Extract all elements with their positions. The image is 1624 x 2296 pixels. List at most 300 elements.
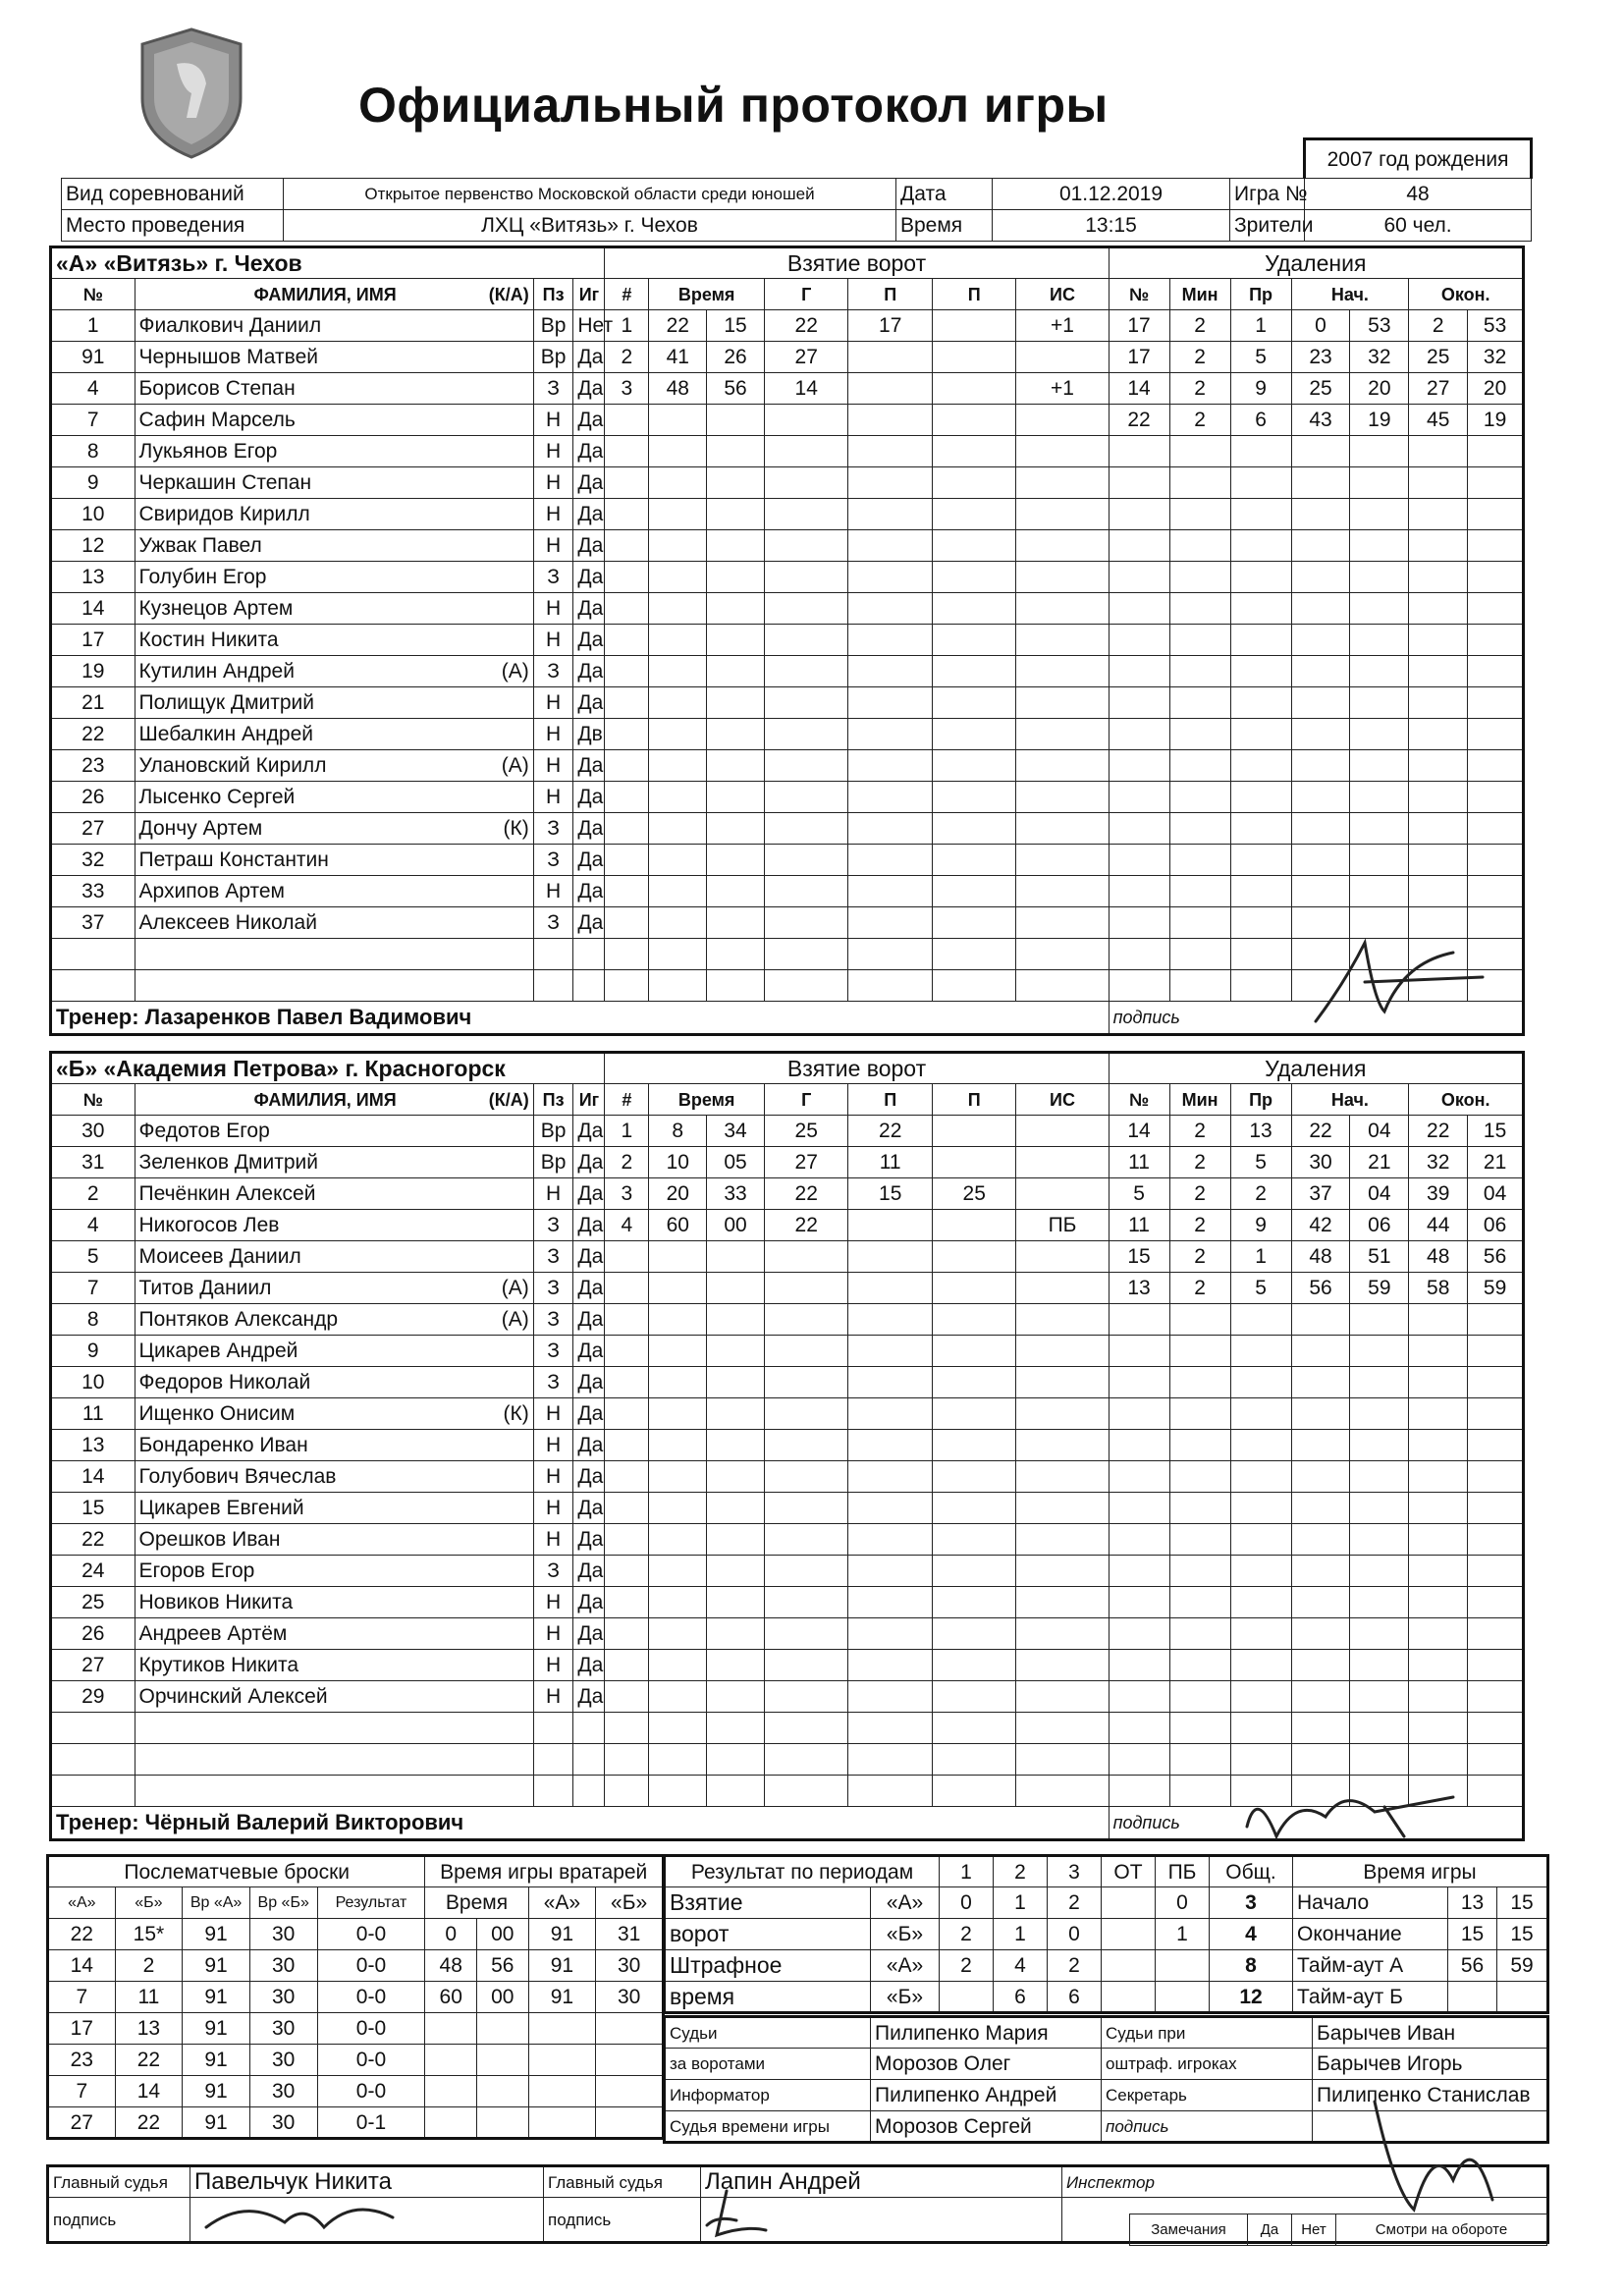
- shootout-cell: 0-1: [317, 2107, 425, 2139]
- penalty-cell: 56: [1291, 1273, 1350, 1304]
- penalty-cell: [1409, 1336, 1468, 1367]
- goal-cell: [1016, 625, 1109, 656]
- secretary: Пилипенко Станислав: [1313, 2080, 1548, 2111]
- penalty-cell: 37: [1291, 1178, 1350, 1210]
- date-label: Дата: [896, 179, 993, 210]
- period-value: [1156, 1982, 1210, 2013]
- shootout-cell: 91: [183, 2107, 250, 2139]
- game-number: 48: [1305, 179, 1532, 210]
- shootout-cell: 91: [183, 2076, 250, 2107]
- goal-cell: [932, 1241, 1016, 1273]
- player-played: Да: [573, 782, 605, 813]
- goal-cell: [764, 1273, 848, 1304]
- player-played: Да: [573, 845, 605, 876]
- penalty-cell: [1169, 1493, 1230, 1524]
- goal-cell: [605, 1618, 649, 1650]
- table-row: [51, 1461, 1524, 1493]
- chief1-label: Главный судья: [48, 2166, 190, 2198]
- goal-cell: 3: [605, 373, 649, 405]
- period-value: 12: [1210, 1982, 1293, 2013]
- penalty-cell: [1230, 1367, 1291, 1398]
- penalty-cell: [1169, 1713, 1230, 1744]
- player-played: Да: [573, 1493, 605, 1524]
- penalty-cell: [1291, 625, 1350, 656]
- penalty-cell: 15: [1109, 1241, 1169, 1273]
- goal-judge-a: Пилипенко Мария: [871, 2017, 1102, 2049]
- goal-cell: [605, 687, 649, 719]
- goal-cell: [932, 593, 1016, 625]
- player-number: [51, 1713, 135, 1744]
- penalty-cell: [1230, 1587, 1291, 1618]
- player-name: Андреев Артём: [135, 1618, 533, 1650]
- penalty-cell: [1468, 719, 1524, 750]
- goal-cell: [764, 1713, 848, 1744]
- penalty-cell: [1230, 1304, 1291, 1336]
- penalty-cell: [1109, 1493, 1169, 1524]
- player-number: 37: [51, 907, 135, 939]
- shootout-cell: 91: [183, 1982, 250, 2013]
- birth-year: 2007 год рождения: [1305, 139, 1532, 179]
- goal-cell: [707, 782, 765, 813]
- table-row: [51, 687, 1524, 719]
- goal-cell: [1016, 1116, 1109, 1147]
- penalty-cell: [1230, 939, 1291, 970]
- penalty-cell: [1409, 467, 1468, 499]
- gk-col-b: «Б»: [596, 1887, 664, 1919]
- goal-cell: [1016, 1744, 1109, 1776]
- penalty-cell: [1169, 1336, 1230, 1367]
- penalty-cell: [1230, 436, 1291, 467]
- player-number: 26: [51, 782, 135, 813]
- goal-cell: [848, 1273, 933, 1304]
- penalty-cell: [1109, 562, 1169, 593]
- penalty-cell: [1109, 1744, 1169, 1776]
- player-number: 24: [51, 1556, 135, 1587]
- goal-cell: [649, 1398, 707, 1430]
- penalty-cell: 9: [1230, 373, 1291, 405]
- goal-cell: [932, 342, 1016, 373]
- player-name: Моисеев Даниил: [135, 1241, 533, 1273]
- goal-cell: [605, 1713, 649, 1744]
- period-value: 1: [994, 1919, 1048, 1950]
- table-row: [51, 750, 1524, 782]
- penalty-cell: [1291, 1556, 1350, 1587]
- penalty-cell: [1468, 1713, 1524, 1744]
- period-value: 0: [1048, 1919, 1102, 1950]
- shootout-cell: 22: [115, 2107, 183, 2139]
- goal-cell: [848, 1524, 933, 1556]
- goal-cell: [848, 1713, 933, 1744]
- goal-cell: [1016, 1587, 1109, 1618]
- col-pen-0: №: [1109, 1084, 1169, 1116]
- player-played: [573, 970, 605, 1002]
- goal-cell: [707, 719, 765, 750]
- col-played: Иг: [573, 279, 605, 310]
- penalty-cell: [1468, 1493, 1524, 1524]
- goal-cell: [764, 593, 848, 625]
- goal-cell: [1016, 813, 1109, 845]
- spectators-label: Зрители: [1230, 210, 1305, 242]
- shootout-cell: 14: [48, 1950, 116, 1982]
- player-number: 2: [51, 1178, 135, 1210]
- period-value: [1102, 1950, 1156, 1982]
- penalty-cell: [1409, 593, 1468, 625]
- penalty-cell: [1468, 1430, 1524, 1461]
- player-played: [573, 1744, 605, 1776]
- penalty-cell: [1291, 813, 1350, 845]
- goal-cell: [1016, 845, 1109, 876]
- goal-cell: [932, 1461, 1016, 1493]
- penalty-cell: [1409, 1461, 1468, 1493]
- goal-cell: +1: [1016, 310, 1109, 342]
- gk-cell: 0: [425, 1919, 477, 1950]
- shootout-cell: 30: [249, 2013, 317, 2045]
- player-position: Н: [533, 687, 573, 719]
- player-played: Да: [573, 1241, 605, 1273]
- penalty-cell: [1109, 687, 1169, 719]
- goal-cell: [932, 782, 1016, 813]
- goal-cell: [707, 405, 765, 436]
- penalty-cell: [1468, 1556, 1524, 1587]
- player-number: 11: [51, 1398, 135, 1430]
- signature-secretary-icon: [1355, 2092, 1512, 2219]
- signature-chief2-icon: [687, 2186, 776, 2245]
- penalty-cell: 2: [1169, 1116, 1230, 1147]
- penalty-cell: [1291, 750, 1350, 782]
- goal-cell: [1016, 1336, 1109, 1367]
- penalty-cell: [1169, 499, 1230, 530]
- penalty-cell: [1169, 845, 1230, 876]
- goal-cell: [605, 970, 649, 1002]
- penalty-cell: [1409, 687, 1468, 719]
- table-row: [51, 1681, 1524, 1713]
- player-number: 7: [51, 1273, 135, 1304]
- player-played: Да: [573, 907, 605, 939]
- player-played: Да: [573, 1461, 605, 1493]
- table-row: [51, 1713, 1524, 1744]
- goal-cell: 34: [707, 1116, 765, 1147]
- see-back-label: Смотри на обороте: [1336, 2214, 1547, 2246]
- penalty-cell: [1291, 467, 1350, 499]
- date: 01.12.2019: [993, 179, 1230, 210]
- team-a-title: «А» «Витязь» г. Чехов: [51, 247, 605, 279]
- penalty-cell: 25: [1409, 342, 1468, 373]
- penalty-cell: [1291, 845, 1350, 876]
- player-number: 7: [51, 405, 135, 436]
- penalty-cell: [1230, 1713, 1291, 1744]
- goal-cell: [649, 1524, 707, 1556]
- period-team: «А»: [871, 1887, 940, 1919]
- goal-cell: [649, 1241, 707, 1273]
- period-value: 1: [1156, 1919, 1210, 1950]
- table-row: [51, 1618, 1524, 1650]
- shootout-cell: 7: [48, 2076, 116, 2107]
- goal-cell: [1016, 499, 1109, 530]
- col-pen-2: Пр: [1230, 1084, 1291, 1116]
- player-number: 8: [51, 1304, 135, 1336]
- penalty-cell: [1350, 1650, 1409, 1681]
- penalty-cell: [1230, 907, 1291, 939]
- goal-cell: 48: [649, 373, 707, 405]
- penalty-cell: [1350, 1556, 1409, 1587]
- player-position: З: [533, 1336, 573, 1367]
- team-a-goals-title: Взятие ворот: [605, 247, 1109, 279]
- player-number: 21: [51, 687, 135, 719]
- penalty-cell: 04: [1350, 1178, 1409, 1210]
- goal-cell: [649, 845, 707, 876]
- penalty-cell: [1291, 1493, 1350, 1524]
- goal-cell: [1016, 1461, 1109, 1493]
- player-number: 33: [51, 876, 135, 907]
- table-row: [51, 1178, 1524, 1210]
- goal-cell: [1016, 1681, 1109, 1713]
- goal-cell: [764, 939, 848, 970]
- penalty-cell: 22: [1109, 405, 1169, 436]
- table-row: [51, 562, 1524, 593]
- shootout-col: Результат: [317, 1887, 425, 1919]
- goal-cell: [932, 1336, 1016, 1367]
- penalty-cell: [1109, 782, 1169, 813]
- penalty-cell: [1109, 1430, 1169, 1461]
- penalty-cell: 2: [1409, 310, 1468, 342]
- penalty-cell: [1109, 1367, 1169, 1398]
- chief1: Павельчук Никита: [190, 2166, 544, 2198]
- goal-cell: [848, 970, 933, 1002]
- shootout-cell: 22: [48, 1919, 116, 1950]
- penalty-cell: [1468, 467, 1524, 499]
- penalty-cell: [1169, 1430, 1230, 1461]
- goal-cell: [932, 1493, 1016, 1524]
- shootout-cell: 22: [115, 2045, 183, 2076]
- player-played: Да: [573, 436, 605, 467]
- player-name: Печёнкин Алексей: [135, 1178, 533, 1210]
- player-played: Дв: [573, 719, 605, 750]
- goal-cell: [605, 1398, 649, 1430]
- goal-cell: [707, 1776, 765, 1807]
- goal-cell: [605, 1273, 649, 1304]
- penalty-cell: [1291, 1461, 1350, 1493]
- game-time-hour: [1448, 1982, 1497, 2013]
- player-number: 14: [51, 593, 135, 625]
- penalty-cell: [1169, 1398, 1230, 1430]
- goal-cell: [932, 1273, 1016, 1304]
- penalty-cell: [1230, 1681, 1291, 1713]
- goal-cell: [848, 405, 933, 436]
- player-number: 26: [51, 1618, 135, 1650]
- period-col: Общ.: [1210, 1856, 1293, 1887]
- period-value: [1156, 1950, 1210, 1982]
- penalty-cell: [1468, 1524, 1524, 1556]
- player-position: Н: [533, 1461, 573, 1493]
- player-name: Архипов Артем: [135, 876, 533, 907]
- goal-cell: [707, 1398, 765, 1430]
- gk-cell: 91: [528, 1919, 596, 1950]
- table-row: [51, 405, 1524, 436]
- goal-cell: [707, 939, 765, 970]
- goal-cell: [1016, 1493, 1109, 1524]
- goal-cell: [848, 813, 933, 845]
- shootout-cell: 2: [115, 1950, 183, 1982]
- period-value: 6: [1048, 1982, 1102, 2013]
- shootout-cell: 17: [48, 2013, 116, 2045]
- player-position: Н: [533, 1650, 573, 1681]
- player-number: 13: [51, 562, 135, 593]
- goal-cell: [649, 1744, 707, 1776]
- penalty-cell: 59: [1468, 1273, 1524, 1304]
- goal-cell: 17: [848, 310, 933, 342]
- shootout-cell: 30: [249, 2076, 317, 2107]
- player-number: [51, 1776, 135, 1807]
- goal-cell: [764, 436, 848, 467]
- col-goal-4: П: [848, 279, 933, 310]
- goal-cell: [932, 750, 1016, 782]
- penalty-cell: [1109, 1587, 1169, 1618]
- player-name: Федотов Егор: [135, 1116, 533, 1147]
- player-name: Полищук Дмитрий: [135, 687, 533, 719]
- player-number: 14: [51, 1461, 135, 1493]
- penalty-cell: [1169, 1304, 1230, 1336]
- player-played: Да: [573, 1398, 605, 1430]
- goal-cell: [707, 562, 765, 593]
- goal-cell: [932, 1556, 1016, 1587]
- gk-col-time: Время: [425, 1887, 528, 1919]
- goal-cell: [932, 1713, 1016, 1744]
- gk-cell: [528, 2045, 596, 2076]
- goal-cell: [605, 876, 649, 907]
- goal-cell: [605, 625, 649, 656]
- player-name: Петраш Константин: [135, 845, 533, 876]
- table-row: [51, 907, 1524, 939]
- game-time-title: Время игры: [1293, 1856, 1548, 1887]
- penalty-cell: [1468, 1461, 1524, 1493]
- table-row: [51, 436, 1524, 467]
- penalty-cell: [1109, 1681, 1169, 1713]
- goal-cell: [707, 1713, 765, 1744]
- shootout-cell: 13: [115, 2013, 183, 2045]
- penalty-cell: 23: [1291, 342, 1350, 373]
- goal-cell: [1016, 1241, 1109, 1273]
- penalty-cell: [1169, 1556, 1230, 1587]
- goal-cell: [605, 845, 649, 876]
- penalty-cell: [1169, 625, 1230, 656]
- penalty-cell: [1291, 1398, 1350, 1430]
- goal-cell: [932, 656, 1016, 687]
- penalty-cell: [1291, 1367, 1350, 1398]
- goal-cell: [932, 1587, 1016, 1618]
- penalty-cell: [1230, 687, 1291, 719]
- goal-cell: [707, 1587, 765, 1618]
- goal-cell: [649, 1273, 707, 1304]
- goal-cell: [605, 1430, 649, 1461]
- table-row: [51, 1304, 1524, 1336]
- player-number: 25: [51, 1587, 135, 1618]
- player-position: З: [533, 1556, 573, 1587]
- goal-cell: [649, 1650, 707, 1681]
- goal-cell: [707, 1650, 765, 1681]
- goal-cell: [848, 499, 933, 530]
- player-position: [533, 1713, 573, 1744]
- goal-cell: [764, 876, 848, 907]
- goal-cell: [764, 750, 848, 782]
- player-played: Да: [573, 1116, 605, 1147]
- goal-cell: [1016, 436, 1109, 467]
- penalty-cell: 04: [1468, 1178, 1524, 1210]
- shootout-cell: 0-0: [317, 2045, 425, 2076]
- penalty-cell: 53: [1468, 310, 1524, 342]
- goal-cell: [707, 750, 765, 782]
- goal-cell: [848, 625, 933, 656]
- goal-cell: 15: [707, 310, 765, 342]
- goal-cell: [707, 1618, 765, 1650]
- penalty-cell: [1409, 1304, 1468, 1336]
- period-value: 3: [1210, 1887, 1293, 1919]
- table-row: [51, 625, 1524, 656]
- table-row: [51, 1336, 1524, 1367]
- player-played: Да: [573, 1178, 605, 1210]
- goal-cell: 33: [707, 1178, 765, 1210]
- goal-cell: [707, 1744, 765, 1776]
- shootout-cell: 30: [249, 2107, 317, 2139]
- col-goal-4: П: [848, 1084, 933, 1116]
- goal-cell: [649, 1336, 707, 1367]
- penalty-cell: [1409, 1556, 1468, 1587]
- period-value: [940, 1982, 994, 2013]
- table-row: [48, 1950, 664, 1982]
- penalty-cell: [1350, 436, 1409, 467]
- player-name: Федоров Николай: [135, 1367, 533, 1398]
- period-value: 4: [994, 1950, 1048, 1982]
- player-name: Цикарев Евгений: [135, 1493, 533, 1524]
- penalty-cell: [1350, 1713, 1409, 1744]
- gk-cell: [528, 2107, 596, 2139]
- goal-cell: [848, 1241, 933, 1273]
- goal-cell: [932, 1210, 1016, 1241]
- player-position: Н: [533, 1618, 573, 1650]
- penalty-cell: [1169, 970, 1230, 1002]
- penalty-cell: 0: [1291, 310, 1350, 342]
- game-time-hour: 56: [1448, 1950, 1497, 1982]
- penalty-cell: [1169, 782, 1230, 813]
- penalty-cell: [1468, 687, 1524, 719]
- goal-cell: [707, 1556, 765, 1587]
- goal-cell: [848, 1304, 933, 1336]
- penalty-judge-a: Барычев Иван: [1313, 2017, 1548, 2049]
- goal-cell: [605, 1744, 649, 1776]
- penalty-cell: [1109, 656, 1169, 687]
- shootout-cell: 91: [183, 2013, 250, 2045]
- col-pen-start: Нач.: [1291, 1084, 1409, 1116]
- penalty-cell: 20: [1468, 373, 1524, 405]
- player-position: З: [533, 656, 573, 687]
- penalty-cell: 20: [1350, 373, 1409, 405]
- penalty-cell: [1169, 1776, 1230, 1807]
- penalty-cell: 14: [1109, 373, 1169, 405]
- goal-cell: [764, 1304, 848, 1336]
- player-number: 8: [51, 436, 135, 467]
- goal-cell: [764, 1556, 848, 1587]
- period-col: 3: [1048, 1856, 1102, 1887]
- player-name: Кузнецов Артем: [135, 593, 533, 625]
- game-label: Игра №: [1230, 179, 1305, 210]
- goal-cell: [707, 1273, 765, 1304]
- penalty-cell: 2: [1169, 1273, 1230, 1304]
- player-number: 23: [51, 750, 135, 782]
- goal-cell: [1016, 1273, 1109, 1304]
- goal-cell: 00: [707, 1210, 765, 1241]
- penalty-cell: [1291, 593, 1350, 625]
- goal-cell: [649, 1430, 707, 1461]
- goal-cell: [649, 625, 707, 656]
